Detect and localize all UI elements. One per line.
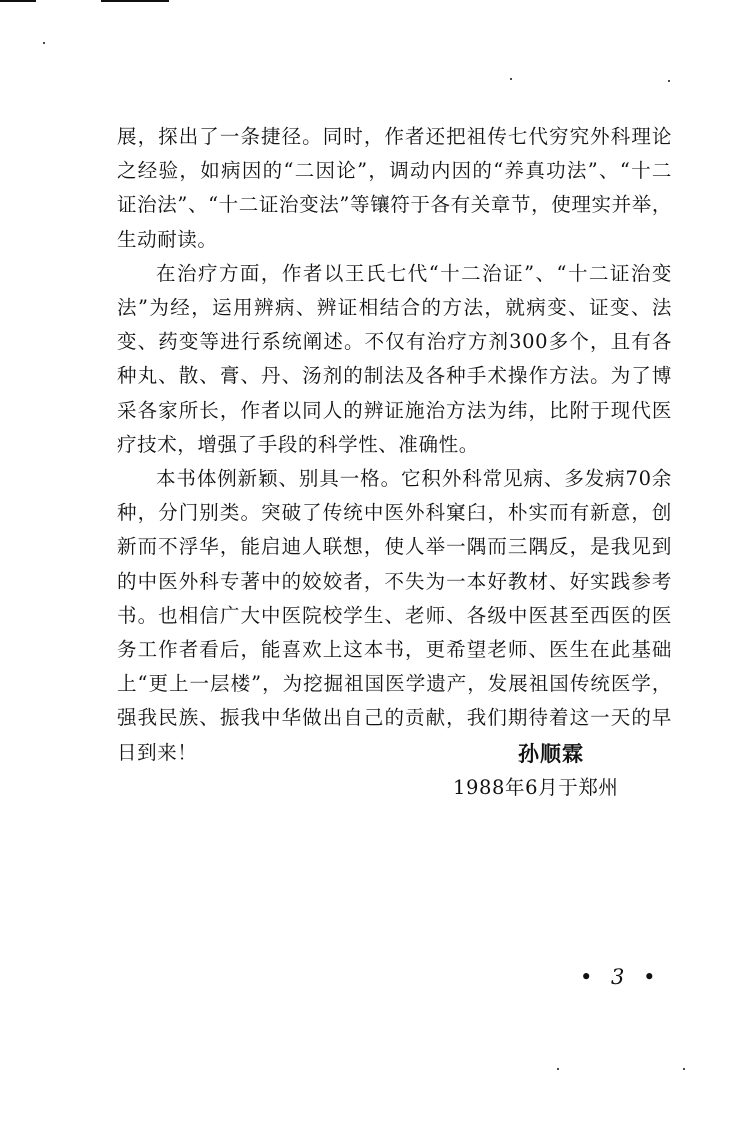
author-signature: 孙顺霖 xyxy=(518,741,584,766)
scan-speck xyxy=(683,1068,685,1070)
preface-body xyxy=(117,120,672,770)
scan-edge-mark xyxy=(0,0,36,2)
paragraph-treatment: 在治疗方面，作者以王氏七代“十二治证”、“十二证治变法”为经，运用辨病、辨证相结合的方法，就病变、证变、法变、药变等进行系统阐述。不仅有治疗方剂300多个，且有各种丸、散、膏、丹、汤剂的制法及各种手术操作方法。为了博采各家所长，作者以同人的辨证施治方法为纬，比附于现代医疗技术，增强了手段的科学性、准确性。 xyxy=(117,261,672,456)
scan-speck xyxy=(43,42,45,44)
paragraph-book-style: 本书体例新颖、别具一格。它积外科常见病、多发病70余种，分门别类。突破了传统中医外科窠臼，朴实而有新意，创新而不浮华，能启迪人联想，使人举一隅而三隅反，是我见到的中医外科专著中的姣姣者，不失为一本好教材、好实践参考书。也相信广大中医院校学生、老师、各级中医甚至西医的医务工作者看后，能喜欢上这本书，更希望老师、医生在此基础上“更上一层楼”，为挖掘祖国医学遗产，发展祖国传统医学，强我民族、振我中华做出自己的贡献，我们期待着这一天的早日到来！ xyxy=(117,467,672,764)
paragraph-continuation: 展，探出了一条捷径。同时，作者还把祖传七代穷究外科理论之经验，如病因的“二因论”，调动内因的“养真功法”、“十二证治法”、“十二证治变法”等镶符于各有关章节，使理实并举，生动耐读。 xyxy=(117,125,672,251)
scan-speck xyxy=(510,78,512,80)
scan-speck xyxy=(668,80,670,82)
scan-speck xyxy=(557,1068,559,1070)
page-number: • 3 • xyxy=(580,965,662,989)
date-place-line: 1988年6月于郑州 xyxy=(453,776,619,799)
scan-edge-mark xyxy=(101,0,169,2)
